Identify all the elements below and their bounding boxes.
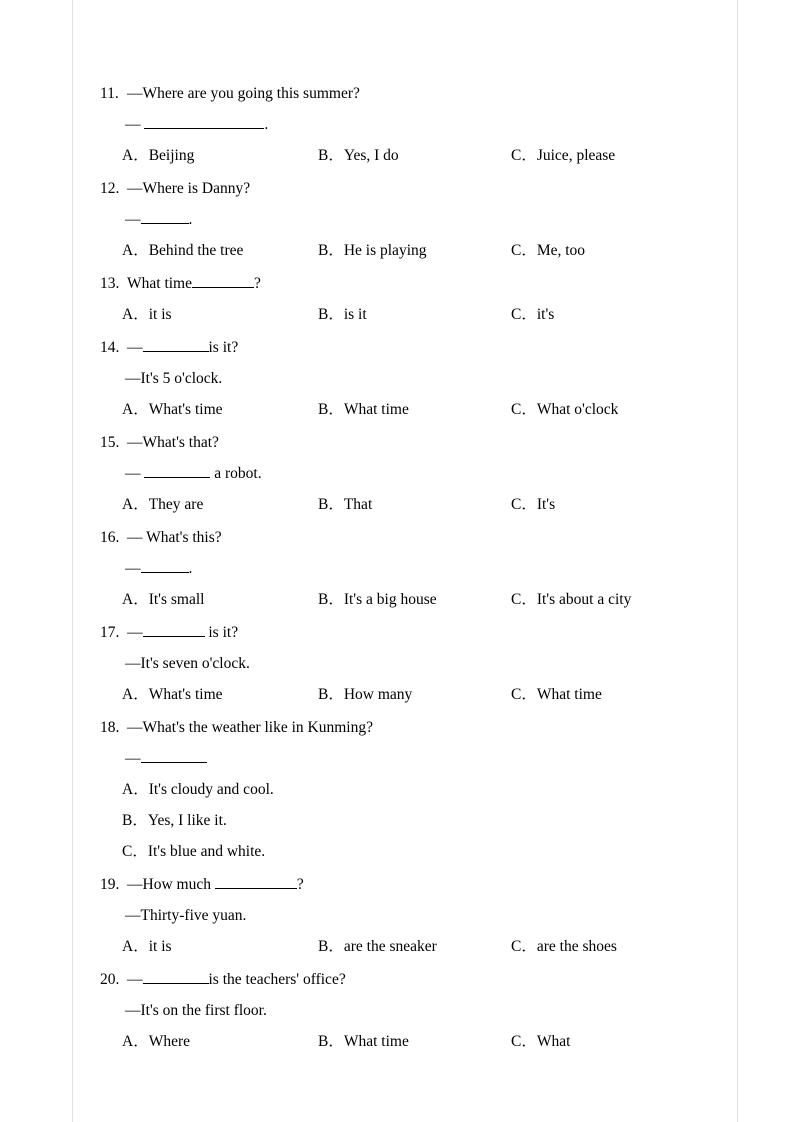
option-c-text: it's <box>536 306 555 323</box>
option-c-text: It's about a city <box>536 591 632 608</box>
option-a-label: A． <box>122 496 149 513</box>
answer-line: —It's 5 o'clock. <box>125 370 223 387</box>
question-text-before-blank: What time <box>127 275 192 292</box>
question-item <box>100 332 700 425</box>
option-b-text: How many <box>343 686 413 703</box>
option-row <box>100 1026 700 1057</box>
fill-in-blank <box>143 983 209 984</box>
option-a[interactable] <box>122 489 318 520</box>
option-a[interactable] <box>122 1026 318 1057</box>
option-b-label: B． <box>318 1033 344 1050</box>
fill-in-blank <box>141 572 189 573</box>
option-b[interactable] <box>318 1026 511 1057</box>
answer-suffix: a robot. <box>210 465 262 482</box>
option-b-label: B． <box>318 147 344 164</box>
option-b[interactable] <box>318 235 511 266</box>
question-number: 18. <box>100 719 120 736</box>
option-row <box>100 931 700 962</box>
question-item <box>100 964 700 1057</box>
option-a-text: Behind the tree <box>148 242 244 259</box>
option-b-label: B． <box>318 401 344 418</box>
option-b-text: is it <box>343 306 367 323</box>
option-a[interactable] <box>122 235 318 266</box>
question-list <box>100 78 700 1059</box>
option-c[interactable] <box>511 235 585 266</box>
option-a-text: Beijing <box>148 147 195 164</box>
option-a-label: A． <box>122 591 149 608</box>
answer-line <box>100 743 700 774</box>
answer-prefix: — <box>125 465 145 482</box>
fill-in-blank <box>143 351 209 352</box>
question-item <box>100 173 700 266</box>
question-stem <box>100 617 700 648</box>
option-c[interactable] <box>511 140 615 171</box>
option-b-text: What time <box>343 1033 409 1050</box>
option-c-label: C． <box>511 147 537 164</box>
option-a[interactable] <box>122 299 318 330</box>
option-row <box>100 394 700 425</box>
fill-in-blank <box>192 287 254 288</box>
left-margin-guide <box>72 0 73 1122</box>
option-b-label: B． <box>318 306 344 323</box>
question-stem <box>100 332 700 363</box>
question-text-before-blank: — <box>127 624 143 641</box>
answer-line <box>100 109 700 140</box>
option-b-text: are the sneaker <box>343 938 437 955</box>
option-a-text: They are <box>148 496 204 513</box>
answer-prefix: — <box>125 750 141 767</box>
question-text-before-blank: —How much <box>127 876 215 893</box>
answer-line: —It's seven o'clock. <box>125 655 250 672</box>
option-c-text: It's <box>536 496 556 513</box>
option-b-text: What time <box>343 401 409 418</box>
question-number: 19. <box>100 876 120 893</box>
option-a-text: What's time <box>148 686 223 703</box>
option-a-label: A． <box>122 147 149 164</box>
question-text-after-blank: ? <box>254 275 261 292</box>
answer-line <box>100 458 700 489</box>
option-c[interactable] <box>122 836 700 867</box>
option-c[interactable] <box>511 931 617 962</box>
option-c-label: C． <box>511 496 537 513</box>
fill-in-blank <box>144 477 210 478</box>
question-text: —What's that? <box>127 434 219 451</box>
fill-in-blank <box>144 128 264 129</box>
option-b-text: Yes, I like it. <box>147 812 227 829</box>
option-b[interactable] <box>318 489 511 520</box>
question-text: —What's the weather like in Kunming? <box>127 719 373 736</box>
option-c-label: C． <box>511 938 537 955</box>
option-row <box>100 140 700 171</box>
option-a[interactable] <box>122 394 318 425</box>
option-c-text: Juice, please <box>536 147 616 164</box>
option-b[interactable] <box>318 140 511 171</box>
option-b-text: He is playing <box>343 242 427 259</box>
option-c-label: C． <box>511 242 537 259</box>
option-c-text: What time <box>536 686 602 703</box>
question-number: 11. <box>100 85 119 102</box>
right-margin-guide <box>737 0 738 1122</box>
answer-prefix: — <box>125 116 145 133</box>
option-b[interactable] <box>318 299 511 330</box>
question-number: 16. <box>100 529 120 546</box>
answer-suffix: . <box>264 116 269 133</box>
question-stem <box>100 522 700 553</box>
question-number: 14. <box>100 339 120 356</box>
question-item <box>100 522 700 615</box>
option-c[interactable] <box>511 584 631 615</box>
option-b-text: That <box>343 496 373 513</box>
option-a[interactable] <box>122 931 318 962</box>
option-a[interactable] <box>122 584 318 615</box>
option-c-text: are the shoes <box>536 938 617 955</box>
option-a-text: it is <box>148 306 172 323</box>
question-item <box>100 869 700 962</box>
option-a-label: A． <box>122 686 149 703</box>
option-b-label: B． <box>318 242 344 259</box>
question-number: 12. <box>100 180 120 197</box>
question-number: 13. <box>100 275 120 292</box>
option-row <box>100 679 700 710</box>
answer-line <box>100 553 700 584</box>
question-number: 17. <box>100 624 120 641</box>
question-stem <box>100 964 700 995</box>
answer-prefix: — <box>125 560 141 577</box>
option-c-label: C． <box>511 401 537 418</box>
option-stack <box>100 774 700 867</box>
question-text-after-blank: is it? <box>204 624 239 641</box>
option-c[interactable] <box>511 394 618 425</box>
question-item <box>100 427 700 520</box>
option-b[interactable] <box>318 394 511 425</box>
option-row <box>100 235 700 266</box>
option-c[interactable] <box>511 679 602 710</box>
option-b-label: B． <box>318 938 344 955</box>
option-b[interactable] <box>318 584 511 615</box>
question-number: 15. <box>100 434 120 451</box>
answer-line: —Thirty-five yuan. <box>125 907 247 924</box>
question-stem <box>100 173 700 204</box>
answer-prefix: — <box>125 211 141 228</box>
option-a-label: A． <box>122 1033 149 1050</box>
question-stem <box>100 268 700 299</box>
option-a-text: Where <box>148 1033 191 1050</box>
option-a-text: it is <box>148 938 172 955</box>
question-text-after-blank: is the teachers' office? <box>208 971 346 988</box>
option-a[interactable] <box>122 679 318 710</box>
option-c[interactable] <box>511 489 555 520</box>
option-c-label: C． <box>511 591 537 608</box>
question-item <box>100 617 700 710</box>
option-a-label: A． <box>122 401 149 418</box>
question-text-after-blank: is it? <box>208 339 239 356</box>
question-stem <box>100 78 700 109</box>
option-c-text: What o'clock <box>536 401 619 418</box>
answer-line <box>100 204 700 235</box>
option-c-text: It's blue and white. <box>147 843 266 860</box>
question-text: —Where are you going this summer? <box>127 85 360 102</box>
option-a[interactable] <box>122 140 318 171</box>
option-c-label: C． <box>511 1033 537 1050</box>
option-b[interactable] <box>122 805 700 836</box>
option-a-text: It's small <box>148 591 205 608</box>
fill-in-blank <box>141 762 207 763</box>
option-b-label: B． <box>318 686 344 703</box>
answer-suffix: . <box>188 211 193 228</box>
option-row <box>100 299 700 330</box>
option-b-label: B． <box>318 591 344 608</box>
question-stem <box>100 712 700 743</box>
question-text: —Where is Danny? <box>127 180 251 197</box>
option-c-text: Me, too <box>536 242 586 259</box>
option-a-text: What's time <box>148 401 223 418</box>
option-c-label: C． <box>122 843 148 860</box>
answer-line: —It's on the first floor. <box>125 1002 267 1019</box>
option-row <box>100 584 700 615</box>
option-b-label: B． <box>122 812 148 829</box>
question-item <box>100 78 700 171</box>
option-c[interactable] <box>511 1026 570 1057</box>
option-a-label: A． <box>122 242 149 259</box>
option-c-label: C． <box>511 306 537 323</box>
question-item <box>100 712 700 867</box>
fill-in-blank <box>143 636 205 637</box>
question-text-before-blank: — <box>127 971 143 988</box>
option-a[interactable] <box>122 774 700 805</box>
option-c[interactable] <box>511 299 554 330</box>
answer-suffix: . <box>188 560 193 577</box>
option-c-label: C． <box>511 686 537 703</box>
fill-in-blank <box>215 888 297 889</box>
option-a-text: It's cloudy and cool. <box>148 781 274 798</box>
question-text-before-blank: — <box>127 339 143 356</box>
question-stem <box>100 427 700 458</box>
question-stem <box>100 869 700 900</box>
option-a-label: A． <box>122 306 149 323</box>
option-row <box>100 489 700 520</box>
option-b-text: Yes, I do <box>343 147 399 164</box>
fill-in-blank <box>141 223 189 224</box>
option-b-text: It's a big house <box>343 591 437 608</box>
option-b-label: B． <box>318 496 344 513</box>
question-text-after-blank: ? <box>296 876 304 893</box>
question-text: — What's this? <box>127 529 222 546</box>
option-a-label: A． <box>122 781 149 798</box>
question-item <box>100 268 700 330</box>
option-a-label: A． <box>122 938 149 955</box>
option-b[interactable] <box>318 931 511 962</box>
question-number: 20. <box>100 971 120 988</box>
option-b[interactable] <box>318 679 511 710</box>
option-c-text: What <box>536 1033 571 1050</box>
